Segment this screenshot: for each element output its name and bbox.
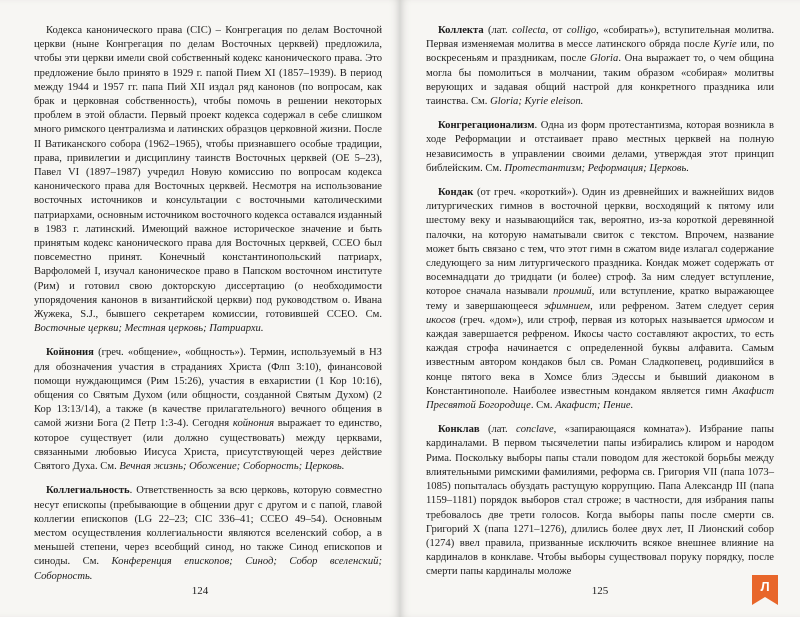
headword: Коллегиальность <box>46 485 130 497</box>
cross-reference: Акафист; Пение. <box>555 400 634 412</box>
right-page <box>400 0 800 617</box>
cross-reference: colligo <box>566 25 597 36</box>
entry-konklav <box>426 423 774 579</box>
cross-reference: икосов <box>426 314 456 326</box>
cross-reference: collecta <box>512 25 546 36</box>
paragraph <box>426 24 774 109</box>
text-run: . Одна из форм протестантизма, которая возникла в ходе Реформации и отстаивает право местных церквей на полную независимость в управлении своими делами, утверждая этот принцип библейским. См. <box>426 120 774 174</box>
text-run: и каждая завершается рефреном. Икосы часто составляют акростих, то есть каждая строфа начинается с определенной буквы алфавита. Самым известным автором кондаков был св. Роман Сладкопевец, родившийся в конце пятого века в Хомсе близ Эдессы и бывший диаконом в Константинополе. Наиболее известным кондаком является гимн <box>426 314 774 397</box>
cross-reference: койнония <box>232 418 275 430</box>
text-run: . Она выражает то, о чем община могла бы помолиться в молчании, таким образом «собирая» молитвы верующих и задавая общий настрой для конкретного праздника или таинства. См. <box>426 53 775 108</box>
headword: Коллекта <box>438 25 484 36</box>
entry-kollegialnost <box>34 484 382 583</box>
text-run: (лат. <box>483 25 513 36</box>
text-run: (от греч. «короткий»). Один из древнейших и важнейших видов литургических гимнов в восточной церкви, восходящий к пятому или шестому веку и называющийся так, вероятно, из-за короткой деревянной палочки, на которую наматывали свиток с текстом. Впрочем, название может быть связано с тем, что этот гимн в сжатом виде излагал содержание следующего за ним литургического праздника. Кондак может содержать от восемнадцати до тридцати (и более) строф. За ним следует вступление, которое сначала называли <box>426 187 774 298</box>
cross-reference: Gloria <box>590 53 619 65</box>
text-run: , или вступление, кратко выражающее тему и завершающееся <box>426 286 774 312</box>
cross-reference: Конференция епископов; Синод; Собор вселенский; Соборность. <box>34 556 382 582</box>
paragraph <box>426 423 774 579</box>
headword: Кондак <box>438 187 474 199</box>
cross-reference: Вечная жизнь; Обожение; Соборность; Церковь. <box>119 461 345 473</box>
cross-reference: Gloria; Kyrie eleison. <box>490 96 584 108</box>
text-run: (греч. «общение», «общность»). Термин, используемый в НЗ для обозначения участия в страданиях Христа (Флп 3:10), финансовой помощи нуждающимся (Рим 15:26), участия в евхаристии (1 Кор 10:16), общения со Святым Духом (или общности, созданной Святым Духом) (2 Кор 13:13/14), а также (в качестве прилагательного) вечного общения в самой жизни Бога (2 Петр 1:3-4). Сегодня <box>34 347 382 430</box>
cross-reference: Восточные церкви; Местная церковь; Патриархи. <box>34 323 264 335</box>
text-run: , или рефреном. Затем следует серия <box>590 300 774 312</box>
page-number-left: 124 <box>191 585 209 597</box>
cross-reference: ирмосом <box>725 314 765 326</box>
headword: Койнония <box>46 347 94 359</box>
text-run: . См. <box>530 400 556 412</box>
publisher-logo-letter: Л <box>760 579 770 594</box>
entry-koinonia <box>34 346 382 474</box>
cross-reference: Акафист Пресвятой Богородице <box>426 385 774 412</box>
cross-reference: проимий <box>553 286 592 298</box>
cross-reference: Kyrie <box>713 39 737 51</box>
text-run: (лат. <box>479 424 517 436</box>
entry-kondak <box>426 186 774 413</box>
text-run: выражает то единство, которое существует (или должно существовать) между церквами, связанными любовью Иисуса Христа, присутствующей через действие Святого Духа. См. <box>34 418 383 473</box>
cross-reference: эфимнием <box>544 300 591 312</box>
paragraph <box>426 186 774 413</box>
headword: Конгрегационализм <box>438 120 535 132</box>
text-run: , «запирающаяся комната»). Избрание папы кардиналами. В первом тысячелетии папы избирались клиром и народом Рима. Поскольку выборы папы стали поводом для жестокой борьбы между влиятельными римскими фамилиями, реформа св. Григория VII (папа 1073–1085) попыталась обуздать растущую коррупцию. Папа Александр III (папа 1159–1181) порядок выборов стал строже; в частности, для избрания папы требовалось две трети голосов. Когда выборы папы после смерти св. Григорий X (папа 1271–1276), длились более двух лет, II Лионский собор (1274) ввел правила, призванные исключить всякое внешнее влияние на кардиналов в конклаве. Чтобы выборы существовал поруку порядку, после смерти папы кардиналы моложе <box>426 424 774 578</box>
paragraph <box>34 24 382 336</box>
paragraph <box>34 484 382 583</box>
cross-reference: Протестантизм; Реформация; Церковь. <box>504 162 689 174</box>
paragraph <box>34 346 382 474</box>
text-run: , от <box>545 25 567 36</box>
text-run: Кодекса канонического права (CIC) – Конгрегация по делам Восточной церкви (ныне Конгрегация по делам Восточных церквей) предложила, чтобы эти церкви имели свой собственный кодекс канонического права. Это предложение было принято в 1929 г. папой Пием XI (1857–1939). В период между 1944 и 1957 гг. папа Пий XII издал ряд канонов (по вопросам, как брак и церковная собственность), чтобы помочь в решении некоторых проблем в этой области. Первый проект кодекса содержал в себе слишком много римского централизма и латинских образцов церковной жизни. После II Ватиканского собора (1962–1965), чтобы признавшего особые традиции, права, привилегии и дисциплину таинств Восточных церквей (ОЕ 5–23), Павел VI (1897–1987) учредил Новую комиссию по вопросам кодекса канонического права для Восточных церквей. Несмотря на использование восточных источников и консультации с восточными католическими патриархами, основным источником восточного кодекса оставался изданный в 1983 г. латинский. Имеющий важное историческое значение и быть принятым кодекс канонического права для Восточных церквей, ССЕО был повсеместно принят. Конечный константинопольский патриарх, Варфоломей I, изучал каноническое право в Папском восточном институте (Рим) и готовил свою докторскую диссертацию (о необходимости упорядочения канонов в византийской церкви) под руководством о. Ивана Жужека, S.J., бывшего секретарем комиссии, готовившей ССЕО. См. <box>34 25 382 321</box>
text-run: (греч. «дом»), или строф, первая из которых называется <box>455 314 726 326</box>
cross-reference: conclave <box>516 424 554 436</box>
page-number-right: 125 <box>591 585 609 597</box>
entry-kollekta <box>426 24 774 109</box>
text-run: , «собирать»), вступительная молитва. Первая изменяемая молитва в мессе латинского обряда после <box>426 25 774 51</box>
headword: Конклав <box>438 424 480 436</box>
paragraph <box>426 119 774 176</box>
entry-kongregatsionalizm <box>426 119 774 176</box>
text-run: или, по воскресеньям и праздникам, после <box>426 39 774 65</box>
publisher-logo-icon <box>752 575 778 605</box>
left-entries <box>34 24 382 584</box>
text-run: . Ответственность за всю церковь, которую совместно несут епископы (пребывающие в общении друг с другом и с папой, главой коллегии епископов (LG 22–23; CIC 336–41; ССЕО 49–54). Основным местом осуществления коллегиальности являются вселенский собор, а в меньшей степени, через всеобщий синод, но также Синод епископов и синоды. См. <box>34 485 382 568</box>
entry-cont <box>34 24 382 336</box>
right-entries <box>426 24 774 580</box>
